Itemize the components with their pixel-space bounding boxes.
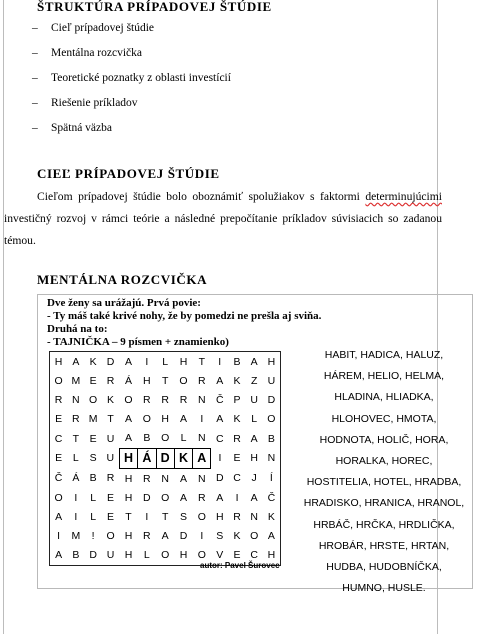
warmup-puzzle-box xyxy=(37,294,473,595)
grid-cell: I xyxy=(235,491,239,504)
grid-cell: D xyxy=(179,530,188,543)
goal-text-part: investičný rozvoj v rámci teórie a následné prepočítanie príkladov súvisiacich so zadanou témou. xyxy=(4,212,442,247)
grid-cell: A xyxy=(179,472,187,485)
grid-cell: N xyxy=(198,472,206,485)
grid-cell: A xyxy=(250,432,258,445)
grid-row xyxy=(50,429,281,449)
grid-cell: A xyxy=(216,374,224,387)
grid-cell: O xyxy=(124,393,133,406)
grid-cell: A xyxy=(72,355,80,368)
grid-cell: R xyxy=(106,472,115,485)
grid-cell: O xyxy=(89,393,98,406)
grid-cell: K xyxy=(233,374,241,387)
word-list-line: HROBÁR, HRSTE, HRTAN, xyxy=(318,539,450,552)
grid-cell: I xyxy=(145,510,149,523)
grid-cell: U xyxy=(106,549,115,562)
grid-cell: R xyxy=(143,530,151,543)
list-dash: – xyxy=(32,47,38,59)
grid-cell: D xyxy=(143,491,151,504)
grid-cell: L xyxy=(90,510,97,523)
grid-cell: K xyxy=(233,530,241,543)
grid-cell: K xyxy=(89,355,97,368)
grid-cell: E xyxy=(233,549,241,562)
grid-cell: E xyxy=(55,452,63,465)
grid-cell: T xyxy=(161,374,169,387)
grid-cell: I xyxy=(74,491,78,504)
grid-cell: I xyxy=(218,355,222,368)
list-item-label: Cieľ prípadovej štúdie xyxy=(51,22,155,34)
grid-cell: T xyxy=(125,510,132,523)
grid-cell: C xyxy=(215,432,224,445)
list-item-label: Teoretické poznatky z oblasti investícií xyxy=(51,72,231,84)
grid-cell: S xyxy=(216,530,224,543)
puzzle-author: autor: Pavel Šurovec xyxy=(200,561,280,570)
grid-row xyxy=(50,410,281,429)
grid-cell: D xyxy=(89,549,97,562)
grid-cell: K xyxy=(233,413,241,426)
grid-cell: H xyxy=(143,374,151,387)
grid-row xyxy=(50,352,281,372)
grid-cell: R xyxy=(233,432,241,445)
grid-cell: E xyxy=(107,491,115,504)
grid-cell: A xyxy=(179,413,187,426)
grid-cell: H xyxy=(215,510,224,523)
puzzle-intro xyxy=(47,297,321,349)
grid-cell: U xyxy=(250,393,258,406)
grid-cell: H xyxy=(124,491,133,504)
grid-cell: D xyxy=(106,355,115,368)
left-margin-guide xyxy=(3,0,4,634)
grid-cell: B xyxy=(72,549,80,562)
grid-cell: O xyxy=(161,549,170,562)
word-list-line: HABIT, HADICA, HALUZ, xyxy=(324,349,444,361)
goal-heading: CIEĽ PRÍPADOVEJ ŠTÚDIE xyxy=(37,166,220,181)
grid-cell: D xyxy=(215,472,224,485)
word-list-line: HORALKA, HOREC, xyxy=(335,454,433,467)
grid-cell: K xyxy=(107,393,115,406)
grid-cell: R xyxy=(198,374,206,387)
word-list-line: HUDBA, HUDOBNÍČKA, xyxy=(326,560,442,573)
grid-cell: H xyxy=(179,355,188,368)
grid-cell: A xyxy=(250,491,258,504)
grid-cell: ! xyxy=(91,530,95,543)
grid-cell: L xyxy=(251,413,258,426)
list-item-label: Riešenie príkladov xyxy=(51,97,138,109)
grid-row xyxy=(50,488,281,507)
grid-cell: K xyxy=(267,510,275,523)
grid-cell: T xyxy=(72,432,80,445)
grid-row xyxy=(50,390,281,409)
grid-cell: L xyxy=(90,491,97,504)
grid-cell: M xyxy=(71,374,81,387)
grid-cell: A xyxy=(161,530,169,543)
grid-cell: M xyxy=(71,530,81,543)
grid-cell: S xyxy=(179,510,187,523)
grid-cell: K xyxy=(174,448,192,468)
grid-cell: H xyxy=(124,530,133,543)
word-search-grid xyxy=(49,351,281,566)
word-list-line: HUMNO, HUSLE. xyxy=(342,582,426,595)
grid-row xyxy=(50,469,281,489)
grid-cell: B xyxy=(89,472,97,485)
goal-text-part: Cieľom prípadovej štúdie bolo oboznámiť spolužiakov s faktormi xyxy=(37,190,366,203)
word-list-line: HODNOTA, HOLIČ, HORA, xyxy=(319,433,449,446)
grid-cell: R xyxy=(198,491,206,504)
grid-cell: A xyxy=(250,355,258,368)
grid-cell: A xyxy=(216,413,224,426)
intro-line: Dve ženy sa urážajú. Prvá povie: xyxy=(47,297,201,309)
grid-cell: R xyxy=(106,374,115,387)
grid-cell: E xyxy=(233,452,241,465)
grid-cell: N xyxy=(161,472,169,485)
grid-row xyxy=(50,527,281,546)
grid-cell: S xyxy=(89,452,97,465)
list-dash: – xyxy=(32,22,38,34)
grid-cell: A xyxy=(125,432,133,445)
grid-cell: O xyxy=(54,374,63,387)
grid-cell: Á xyxy=(72,472,80,485)
grid-cell: R xyxy=(54,393,63,406)
grid-row xyxy=(50,507,281,526)
word-list-line: HÁREM, HELIO, HELMA, xyxy=(323,370,445,383)
grid-cell: Č xyxy=(267,491,276,504)
grid-cell: B xyxy=(233,355,241,368)
intro-line: - Ty máš také krivé nohy, že by pomedzi ne prešla aj sviňa. xyxy=(47,310,322,322)
grid-cell: U xyxy=(106,452,115,465)
goal-paragraph xyxy=(4,186,442,252)
word-list-line: HRBÁČ, HRČKA, HRDLIČKA, xyxy=(313,518,455,531)
grid-cell: O xyxy=(106,530,115,543)
grid-cell: A xyxy=(267,530,275,543)
grid-cell: R xyxy=(179,393,188,406)
grid-cell: Č xyxy=(54,472,63,485)
word-list-line: HLOHOVEC, HMOTA, xyxy=(331,412,437,425)
intro-line: - TAJNIČKA – 9 písmen + znamienko) xyxy=(47,336,229,348)
grid-cell: Č xyxy=(215,393,224,406)
list-item-label: Mentálna rozcvička xyxy=(51,47,142,59)
warmup-heading: MENTÁLNA ROZCVIČKA xyxy=(37,272,208,287)
grid-cell: N xyxy=(198,432,206,445)
grid-cell: E xyxy=(89,374,97,387)
grid-cell: D xyxy=(267,393,276,406)
grid-cell: A xyxy=(179,491,187,504)
grid-cell: Z xyxy=(250,374,258,387)
grid-cell: I xyxy=(145,355,149,368)
word-list-line: HOSTITELIA, HOTEL, HRADBA, xyxy=(306,476,462,489)
grid-cell: H xyxy=(267,549,276,562)
grid-cell: O xyxy=(161,432,170,445)
grid-cell: H xyxy=(124,472,133,485)
grid-cell: C xyxy=(54,432,63,445)
grid-cell: U xyxy=(106,432,115,445)
grid-cell: I xyxy=(200,530,204,543)
grid-cell: O xyxy=(142,413,151,426)
grid-cell: H xyxy=(161,413,169,426)
grid-cell: R xyxy=(143,472,151,485)
grid-cell: Á xyxy=(138,448,156,468)
grid-cell: U xyxy=(267,374,276,387)
grid-cell: E xyxy=(55,413,63,426)
grid-cell: R xyxy=(72,413,80,426)
grid-cell: D xyxy=(156,448,174,468)
grid-cell: R xyxy=(161,393,169,406)
grid-cell: O xyxy=(250,530,259,543)
grid-cell: I xyxy=(57,530,61,543)
grid-cell: N xyxy=(267,452,276,465)
grid-cell: T xyxy=(107,413,114,426)
grid-cell: Á xyxy=(125,374,133,387)
grid-cell: C xyxy=(233,472,241,485)
list-dash: – xyxy=(32,122,38,134)
grid-cell: O xyxy=(267,413,276,426)
list-dash: – xyxy=(32,97,38,109)
grid-cell: R xyxy=(143,393,151,406)
grid-cell: N xyxy=(72,393,80,406)
grid-cell: N xyxy=(250,510,258,523)
grid-cell: H xyxy=(250,452,258,465)
grid-cell: A xyxy=(55,510,63,523)
grid-cell: I xyxy=(74,510,78,523)
intro-line: Druhá na to: xyxy=(47,323,108,335)
grid-cell: B xyxy=(267,432,275,445)
grid-cell: A xyxy=(216,491,224,504)
grid-cell: E xyxy=(89,432,97,445)
grid-cell: H xyxy=(267,355,276,368)
grid-cell: O xyxy=(161,491,170,504)
grid-cell: M xyxy=(88,413,98,426)
grid-cell: A xyxy=(125,355,133,368)
grid-cell: O xyxy=(179,374,188,387)
grid-cell: H xyxy=(179,549,188,562)
grid-row xyxy=(50,448,281,468)
grid-cell: A xyxy=(125,413,133,426)
word-list xyxy=(294,349,474,603)
grid-cell: T xyxy=(161,510,169,523)
grid-cell: H xyxy=(124,549,133,562)
grid-cell: R xyxy=(233,510,241,523)
grid-cell: O xyxy=(54,491,63,504)
grid-cell: Í xyxy=(269,472,273,485)
grid-cell: O xyxy=(197,549,206,562)
structure-heading: ŠTRUKTÚRA PRÍPADOVEJ ŠTÚDIE xyxy=(37,0,272,14)
grid-cell: V xyxy=(216,549,224,562)
grid-cell: L xyxy=(72,452,79,465)
grid-row xyxy=(50,371,281,390)
word-list-line: HRADISKO, HRANICA, HRANOL, xyxy=(303,497,465,510)
grid-cell: L xyxy=(180,432,187,445)
grid-cell: N xyxy=(198,393,206,406)
grid-cell: P xyxy=(233,393,241,406)
grid-cell: H xyxy=(54,355,63,368)
grid-cell: H xyxy=(119,448,137,468)
spellcheck-flagged-word[interactable]: determinujúcimi xyxy=(365,190,442,203)
grid-cell: E xyxy=(107,510,115,523)
list-dash: – xyxy=(32,72,38,84)
grid-cell: A xyxy=(55,549,63,562)
grid-cell: T xyxy=(198,355,206,368)
grid-cell: O xyxy=(197,510,206,523)
word-list-line: HLADINA, HLIADKA, xyxy=(334,391,434,404)
grid-cell: L xyxy=(143,549,150,562)
list-item-label: Spätná väzba xyxy=(51,122,112,134)
grid-cell: I xyxy=(200,413,204,426)
grid-cell: I xyxy=(218,452,222,465)
grid-cell: B xyxy=(143,432,151,445)
grid-cell: L xyxy=(162,355,169,368)
grid-cell: A xyxy=(193,448,211,468)
grid-cell: J xyxy=(251,472,257,485)
grid-cell: C xyxy=(250,549,258,562)
